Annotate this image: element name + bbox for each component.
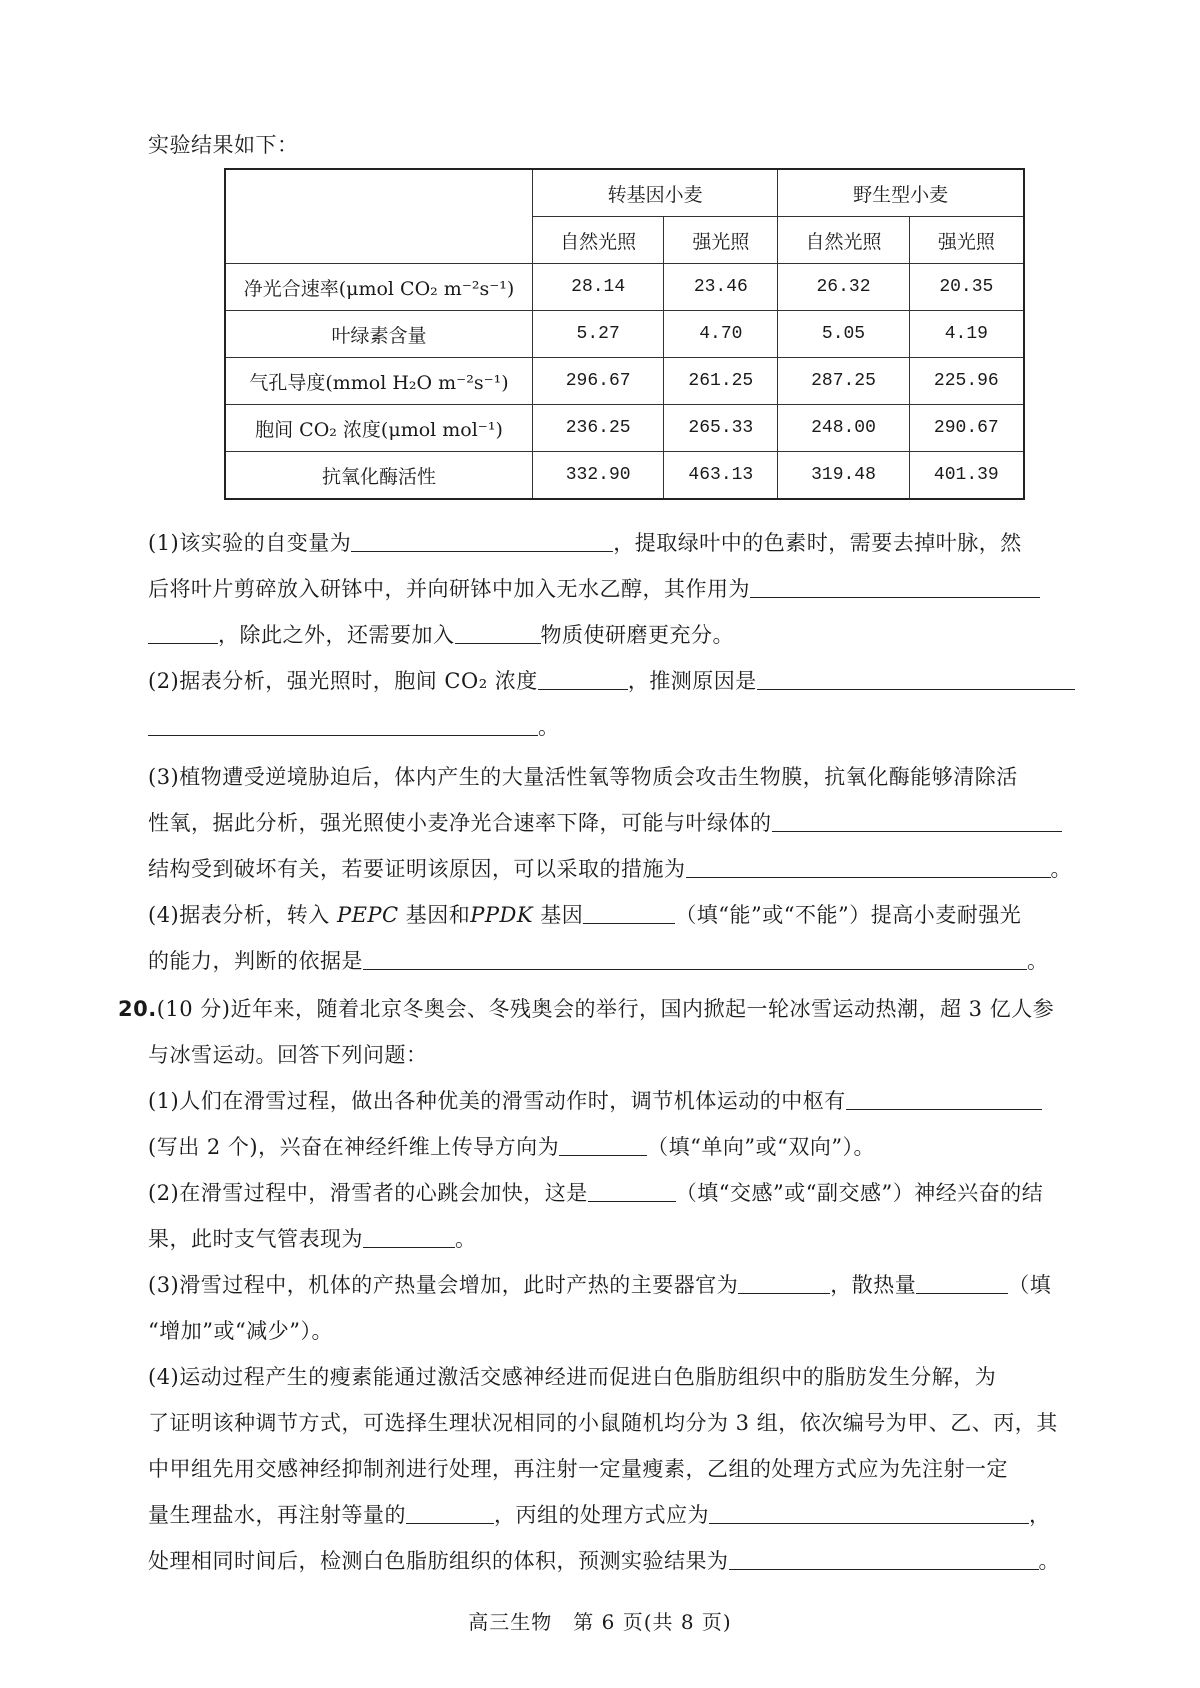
- q20-text: 了证明该种调节方式，可选择生理状况相同的小鼠随机均分为 3 组，依次编号为甲、乙、丙，其: [148, 1411, 1058, 1435]
- q20-part4-line4: [148, 1500, 1051, 1530]
- q20-text: （填: [1008, 1273, 1052, 1297]
- q20-text: 果，此时支气管表现为: [148, 1227, 363, 1251]
- sub-header: 自然光照: [778, 217, 909, 264]
- q20-text: (10 分)近年来，随着北京冬奥会、冬残奥会的举行，国内掀起一轮冰雪运动热潮，超 3 亿人参: [156, 997, 1055, 1021]
- q19-text: 的能力，判断的依据是: [148, 949, 363, 973]
- q20-text: (4)运动过程产生的瘦素能通过激活交感神经进而促进白色脂肪组织中的脂肪发生分解，为: [148, 1365, 997, 1389]
- answer-blank[interactable]: [772, 809, 1062, 832]
- q20-part1-line2: [148, 1132, 875, 1162]
- table-row: [225, 264, 1024, 311]
- q19-part1-line3: [148, 620, 734, 650]
- q20-text: 中甲组先用交感神经抑制剂进行处理，再注射一定量瘦素，乙组的处理方式应为先注射一定: [148, 1457, 1008, 1481]
- q20-part1-line1: [148, 1086, 1042, 1116]
- q20-text: （填“单向”或“双向”）。: [647, 1135, 876, 1159]
- sub-header: 自然光照: [533, 217, 664, 264]
- table-cell: 319.48: [778, 452, 909, 500]
- q20-text: (写出 2 个)，兴奋在神经纤维上传导方向为: [148, 1135, 560, 1159]
- q19-part4-line1: [148, 900, 1021, 930]
- table-cell: 5.05: [778, 311, 909, 358]
- answer-blank[interactable]: [455, 621, 541, 644]
- row-label: 叶绿素含量: [225, 311, 533, 358]
- q19-text: 基因: [540, 903, 584, 927]
- q19-text: (1)该实验的自变量为: [148, 531, 352, 555]
- answer-blank[interactable]: [588, 1179, 676, 1202]
- table-cell: 26.32: [778, 264, 909, 311]
- q19-text: ，推测原因是: [627, 669, 757, 693]
- q19-part4-line2: [148, 946, 1049, 976]
- page-footer: 高三生物 第 6 页(共 8 页): [468, 1610, 732, 1634]
- table-cell: 28.14: [533, 264, 664, 311]
- sub-header: 强光照: [664, 217, 778, 264]
- table-row: [225, 358, 1024, 405]
- q19-part3-line2: [148, 808, 1062, 838]
- sub-header: 强光照: [909, 217, 1024, 264]
- q20-part4-line1: [148, 1362, 996, 1392]
- table-cell: 225.96: [909, 358, 1024, 405]
- table-cell: 5.27: [533, 311, 664, 358]
- table-cell: 265.33: [664, 405, 778, 452]
- answer-blank[interactable]: [583, 901, 675, 924]
- q20-part4-line5: [148, 1546, 1060, 1576]
- results-table: [224, 168, 1025, 500]
- q19-text: (4)据表分析，转入: [148, 903, 330, 927]
- table-cell: 236.25: [533, 405, 664, 452]
- table-cell: 401.39: [909, 452, 1024, 500]
- q19-text: 结构受到破坏有关，若要证明该原因，可以采取的措施为: [148, 857, 686, 881]
- q19-text: 。: [1027, 949, 1049, 973]
- q19-text: 后将叶片剪碎放入研钵中，并向研钵中加入无水乙醇，其作用为: [148, 577, 750, 601]
- answer-blank[interactable]: [846, 1087, 1042, 1110]
- q20-part3-line1: [148, 1270, 1051, 1300]
- q20-text: 量生理盐水，再注射等量的: [148, 1503, 406, 1527]
- answer-blank[interactable]: [729, 1547, 1039, 1570]
- q20-line2: [148, 1040, 428, 1070]
- q19-text: ，除此之外，还需要加入: [218, 623, 455, 647]
- q19-text: ，提取绿叶中的色素时，需要去掉叶脉，然: [613, 531, 1022, 555]
- answer-blank[interactable]: [538, 667, 628, 690]
- answer-blank[interactable]: [750, 575, 1040, 598]
- answer-blank[interactable]: [363, 1225, 455, 1248]
- answer-blank[interactable]: [916, 1271, 1008, 1294]
- q20-part2-line2: [148, 1224, 477, 1254]
- answer-blank[interactable]: [148, 713, 538, 736]
- q20-text: 与冰雪运动。回答下列问题：: [148, 1043, 428, 1067]
- row-label: 胞间 CO₂ 浓度(μmol mol⁻¹): [225, 405, 533, 452]
- answer-blank[interactable]: [738, 1271, 830, 1294]
- q19-part3-line1: [148, 762, 1018, 792]
- q20-text: (3)滑雪过程中，机体的产热量会增加，此时产热的主要器官为: [148, 1273, 739, 1297]
- table-header-row: [225, 169, 1024, 217]
- answer-blank[interactable]: [351, 529, 613, 552]
- table-cell: 4.70: [664, 311, 778, 358]
- row-label: 净光合速率(μmol CO₂ m⁻²s⁻¹): [225, 264, 533, 311]
- table-row: [225, 405, 1024, 452]
- q19-text: 。: [1050, 857, 1072, 881]
- q20-text: 。: [455, 1227, 477, 1251]
- corner-cell: [225, 169, 533, 264]
- table-cell: 332.90: [533, 452, 664, 500]
- answer-blank[interactable]: [686, 855, 1051, 878]
- group-header: 转基因小麦: [533, 169, 778, 217]
- table-cell: 290.67: [909, 405, 1024, 452]
- gene-name: PEPC: [336, 903, 399, 927]
- q19-text: 。: [538, 715, 560, 739]
- group-header: 野生型小麦: [778, 169, 1024, 217]
- q20-text: (1)人们在滑雪过程，做出各种优美的滑雪动作时，调节机体运动的中枢有: [148, 1089, 846, 1113]
- q19-text: (3)植物遭受逆境胁迫后，体内产生的大量活性氧等物质会攻击生物膜，抗氧化酶能够清除活: [148, 765, 1018, 789]
- q20-text: （填“交感”或“副交感”）神经兴奋的结: [675, 1181, 1044, 1205]
- answer-blank[interactable]: [148, 621, 218, 644]
- q20-part4-line2: [148, 1408, 1058, 1438]
- intro-text: 实验结果如下：: [148, 133, 299, 157]
- table-cell: 287.25: [778, 358, 909, 405]
- q20-text: “增加”或“减少”）。: [148, 1319, 333, 1343]
- q19-text: (2)据表分析，强光照时，胞间 CO₂ 浓度: [148, 669, 538, 693]
- answer-blank[interactable]: [363, 947, 1027, 970]
- gene-name: PPDK: [470, 903, 534, 927]
- table-cell: 463.13: [664, 452, 778, 500]
- table-cell: 23.46: [664, 264, 778, 311]
- q19-text: 性氧，据此分析，强光照使小麦净光合速率下降，可能与叶绿体的: [148, 811, 772, 835]
- q20-part4-line3: [148, 1454, 1008, 1484]
- table-row: [225, 452, 1024, 500]
- q19-part2-line2: [148, 712, 560, 742]
- table-row: [225, 311, 1024, 358]
- q19-part1-line2: [148, 574, 1040, 604]
- table-cell: 261.25: [664, 358, 778, 405]
- table-cell: 248.00: [778, 405, 909, 452]
- q20-line1: [118, 994, 1054, 1024]
- q20-part2-line1: [148, 1178, 1043, 1208]
- q20-part3-line2: [148, 1316, 333, 1346]
- q19-text: （填“能”或“不能”）提高小麦耐强光: [675, 903, 1022, 927]
- q19-part3-line3: [148, 854, 1072, 884]
- table-cell: 20.35: [909, 264, 1024, 311]
- q19-text: 基因和: [405, 903, 471, 927]
- q20-text: ，丙组的处理方式应为: [494, 1503, 709, 1527]
- q20-text: (2)在滑雪过程中，滑雪者的心跳会加快，这是: [148, 1181, 588, 1205]
- q20-text: ，散热量: [830, 1273, 917, 1297]
- table-cell: 4.19: [909, 311, 1024, 358]
- answer-blank[interactable]: [406, 1501, 494, 1524]
- answer-blank[interactable]: [709, 1501, 1029, 1524]
- row-label: 气孔导度(mmol H₂O m⁻²s⁻¹): [225, 358, 533, 405]
- question-number: 20.: [118, 997, 157, 1021]
- q20-text: 。: [1038, 1549, 1060, 1573]
- q20-text: ，: [1029, 1503, 1051, 1527]
- answer-blank[interactable]: [757, 667, 1075, 690]
- q19-text: 物质使研磨更充分。: [540, 623, 734, 647]
- row-label: 抗氧化酶活性: [225, 452, 533, 500]
- q20-text: 处理相同时间后，检测白色脂肪组织的体积，预测实验结果为: [148, 1549, 729, 1573]
- q19-part1-line1: [148, 528, 1022, 558]
- table-cell: 296.67: [533, 358, 664, 405]
- q19-part2-line1: [148, 666, 1075, 696]
- answer-blank[interactable]: [559, 1133, 647, 1156]
